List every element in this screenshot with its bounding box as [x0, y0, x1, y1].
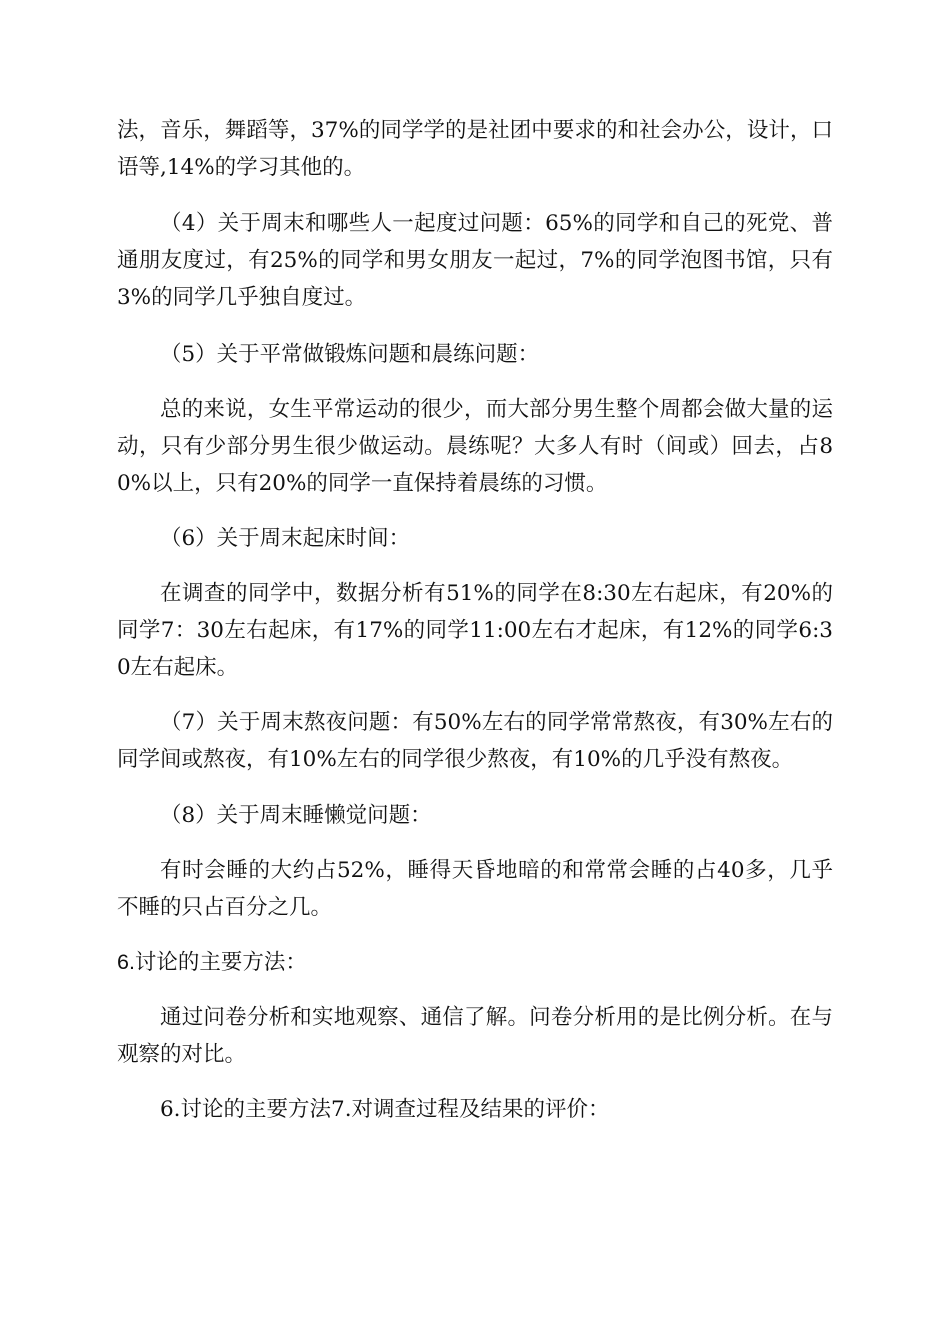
paragraph-exercise-summary: 总的来说，女生平常运动的很少，而大部分男生整个周都会做大量的运动，只有少部分男生很少做运动。晨练呢？大多人有时（间或）回去，占80%以上，只有20%的同学一直保持着晨练的习惯。 — [117, 397, 833, 496]
paragraph-wakeup-heading: （6）关于周末起床时间： — [160, 526, 411, 551]
paragraph-weekend-company: （4）关于周末和哪些人一起度过问题：65%的同学和自己的死党、普通朋友度过，有25%的同学和男女朋友一起过，7%的同学泡图书馆，只有3%的同学几乎独自度过。 — [117, 211, 833, 310]
paragraph-evaluation-heading: 6.讨论的主要方法7.对调查过程及结果的评价： — [160, 1097, 610, 1122]
paragraph-sleep-in-summary: 有时会睡的大约占52%，睡得天昏地暗的和常常会睡的占40多，几乎不睡的只占百分之几。 — [117, 858, 833, 920]
paragraph-methods: 通过问卷分析和实地观察、通信了解。问卷分析用的是比例分析。在与观察的对比。 — [117, 1005, 833, 1067]
section-heading-methods: 6.讨论的主要方法： — [117, 950, 307, 974]
paragraph-exercise-heading: （5）关于平常做锻炼问题和晨练问题： — [160, 342, 540, 367]
paragraph-late-night: （7）关于周末熬夜问题：有50%左右的同学常常熬夜，有30%左右的同学间或熬夜，有10%左右的同学很少熬夜，有10%的几乎没有熬夜。 — [117, 710, 833, 772]
paragraph-activities-continued: 法，音乐，舞蹈等，37%的同学学的是社团中要求的和社会办公，设计，口语等,14%的学习其他的。 — [117, 118, 833, 180]
paragraph-wakeup-summary: 在调查的同学中，数据分析有51%的同学在8:30左右起床，有20%的同学7：30左右起床，有17%的同学11:00左右才起床，有12%的同学6:30左右起床。 — [117, 581, 833, 680]
paragraph-sleep-in-heading: （8）关于周末睡懒觉问题： — [160, 803, 432, 828]
